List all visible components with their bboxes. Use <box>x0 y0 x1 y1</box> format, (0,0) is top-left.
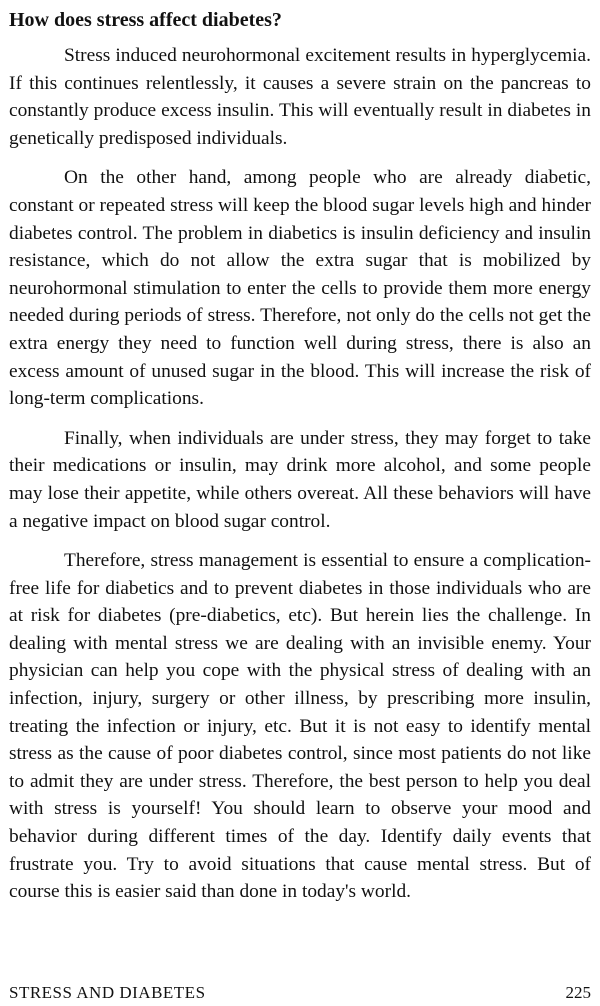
page-number: 225 <box>565 983 591 1002</box>
paragraph-1: Stress induced neurohormonal excitement results in hyperglycemia. If this continues relentlessly, it causes a severe strain on the pancreas to constantly produce excess insulin. This will eventually result in diabetes in genetically predisposed individuals. <box>9 45 591 149</box>
paragraph-4: Therefore, stress management is essential to ensure a complication-free life for diabetics and to prevent diabetes in those individuals who are at risk for diabetes (pre-diabetics, etc). But herein lies the challenge. In dealing with mental stress we are dealing with an invisible enemy. Your physician can help you cope with the physical stress of dealing with an infection, injury, surgery or other illness, by prescribing more insulin, treating the infection or injury, etc. But it is not easy to identify mental stress as the cause of poor diabetes control, since most patients do not like to admit they are under stress. Therefore, the best person to help you deal with stress is yourself! You should learn to observe your mood and behavior during different times of the day. Identify daily events that frustrate you. Try to avoid situations that cause mental stress. But of course this is easier said than done in today's world. <box>9 550 591 903</box>
section-heading: How does stress affect diabetes? <box>9 9 282 31</box>
page-footer <box>9 982 591 1004</box>
paragraph-3: Finally, when individuals are under stress, they may forget to take their medications or insulin, may drink more alcohol, and some people may lose their appetite, while others overeat. All these behaviors will have a negative impact on blood sugar control. <box>9 427 591 532</box>
running-head: STRESS AND DIABETES <box>9 983 206 1002</box>
paragraph-2: On the other hand, among people who are already diabetic, constant or repeated stress will keep the blood sugar levels high and hinder diabetes control. The problem in diabetics is insulin deficiency and insulin resistance, which do not allow the extra sugar that is mobilized by neurohormonal stimulation to enter the cells to provide them more energy needed during periods of stress. Therefore, not only do the cells not get the extra energy they need to function well during stress, there is also an excess amount of unused sugar in the blood. This will increase the risk of long-term complications. <box>9 167 591 410</box>
page-body <box>9 0 591 918</box>
